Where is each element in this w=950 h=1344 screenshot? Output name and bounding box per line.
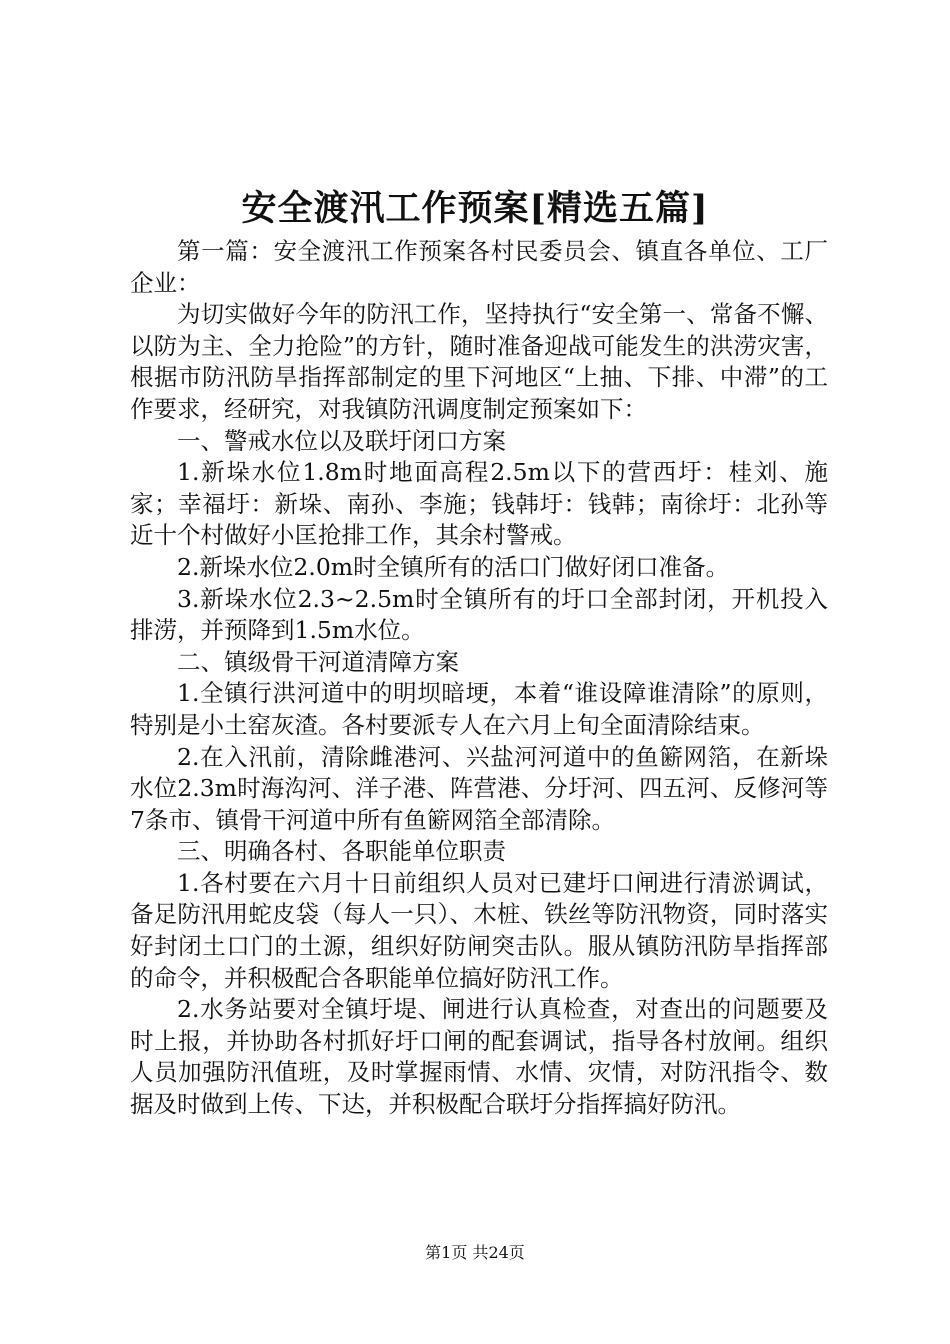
paragraph: 第一篇：安全渡汛工作预案各村民委员会、镇直各单位、工厂企业： [130, 237, 828, 297]
paragraph: 为切实做好今年的防汛工作，坚持执行“安全第一、常备不懈、以防为主、全力抢险”的方针，随时准备迎战可能发生的洪涝灾害，根据市防汛防旱指挥部制定的里下河地区“上抽、下排、中滞”的工作要求，经研究，对我镇防汛调度制定预案如下： [130, 300, 828, 423]
section-heading: 一、警戒水位以及联圩闭口方案 [177, 426, 506, 455]
document-body [130, 236, 828, 1121]
paragraph: 2.在入汛前，清除雌港河、兴盐河河道中的鱼簖网箔，在新垛水位2.3m时海沟河、洋子港、阵营港、分圩河、四五河、反修河等7条市、镇骨干河道中所有鱼簖网箔全部清除。 [130, 742, 828, 834]
paragraph: 1.新垛水位1.8m时地面高程2.5m以下的营西圩：桂刘、施家；幸福圩：新垛、南孙、李施；钱韩圩：钱韩；南徐圩：北孙等近十个村做好小匡抢排工作，其余村警戒。 [130, 458, 828, 550]
document-title: 安全渡汛工作预案[精选五篇] [241, 188, 709, 229]
paragraph: 1.全镇行洪河道中的明坝暗埂，本着“谁设障谁清除”的原则，特别是小土窑灰渣。各村要派专人在六月上旬全面清除结束。 [130, 679, 828, 739]
page-number: 第1页 共24页 [425, 1243, 525, 1262]
paragraph: 2.新垛水位2.0m时全镇所有的活口门做好闭口准备。 [177, 552, 730, 581]
paragraph: 2.水务站要对全镇圩堤、闸进行认真检查，对查出的问题要及时上报，并协助各村抓好圩口闸的配套调试，指导各村放闸。组织人员加强防汛值班，及时掌握雨情、水情、灾情，对防汛指令、数据及时做到上传、下达，并积极配合联圩分指挥搞好防汛。 [130, 995, 828, 1119]
paragraph: 1.各村要在六月十日前组织人员对已建圩口闸进行清淤调试，备足防汛用蛇皮袋（每人一只）、木桩、铁丝等防汛物资，同时落实好封闭土口门的土源，组织好防闸突击队。服从镇防汛防旱指挥部的命令，并积极配合各职能单位搞好防汛工作。 [130, 868, 828, 992]
section-heading: 二、镇级骨干河道清障方案 [177, 647, 459, 676]
paragraph: 3.新垛水位2.3~2.5m时全镇所有的圩口全部封闭，开机投入排涝，并预降到1.5m水位。 [130, 584, 828, 645]
section-heading: 三、明确各村、各职能单位职责 [177, 837, 506, 866]
